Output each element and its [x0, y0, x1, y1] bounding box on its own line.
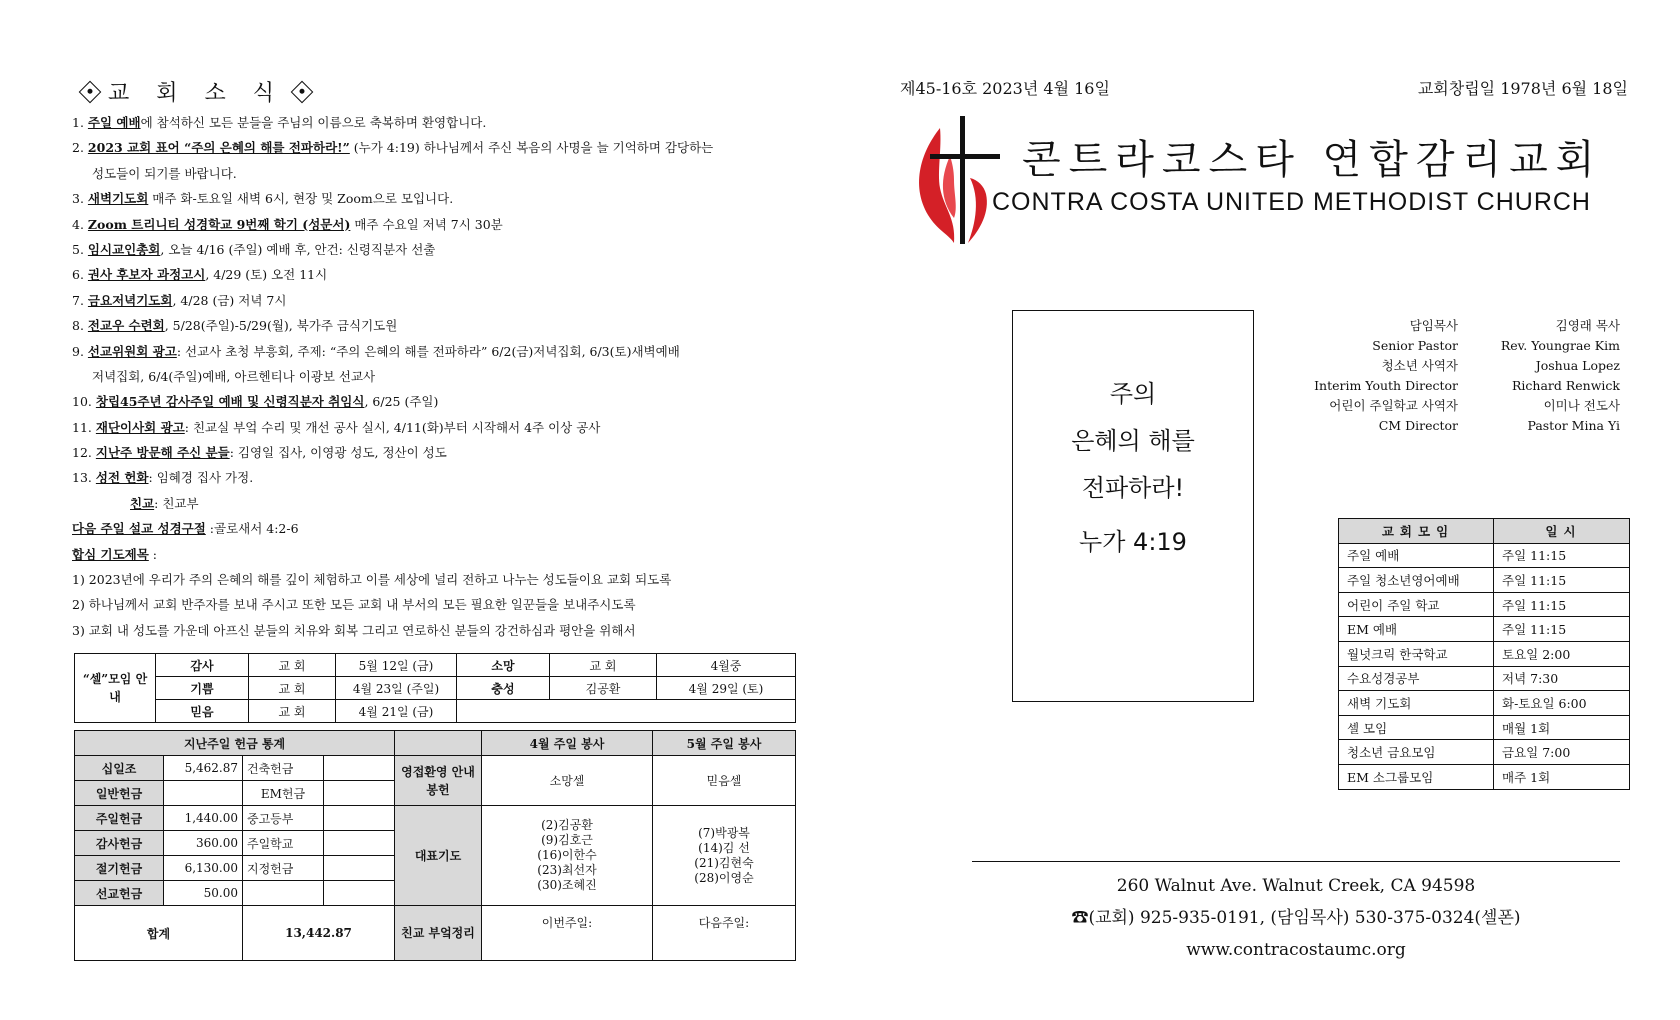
group-date: 5월 12일 (금)	[336, 654, 457, 677]
group-date: 4월중	[657, 654, 796, 677]
staff-name: 김영래 목사	[1555, 318, 1620, 333]
news-item-number: 6.	[72, 267, 84, 283]
next-scripture-text: :골로새서 4:2-6	[205, 521, 299, 537]
news-title-text: 교 회 소 식	[108, 81, 284, 106]
prayer-leader: (28)이영순	[694, 870, 754, 885]
news-item	[72, 313, 802, 338]
group-place: 교 회	[249, 677, 336, 700]
news-title	[72, 76, 320, 107]
offering-label: 일반헌금	[75, 781, 164, 806]
offering-amount2	[324, 806, 395, 831]
cell-group-table	[74, 653, 796, 723]
offering-label2: 중고등부	[243, 806, 324, 831]
group-place: 김공환	[550, 677, 657, 700]
group-date: 4월 23일 (주일)	[336, 677, 457, 700]
motto-verse: 누가 4:19	[1079, 528, 1187, 556]
cell-group-header: “셀”모임 안내	[75, 654, 156, 723]
offering-amount: 5,462.87	[164, 756, 243, 781]
offering-amount2	[324, 831, 395, 856]
meeting-name: 월넛크릭 한국학교	[1339, 641, 1494, 666]
staff-role: 담임목사	[1409, 318, 1458, 333]
staff-name: Rev. Youngrae Kim	[1500, 338, 1620, 353]
motto-line: 전파하라!	[1081, 474, 1185, 502]
staff-row	[1280, 396, 1620, 416]
meeting-time: 주일 11:15	[1494, 568, 1630, 593]
total-value: 13,442.87	[243, 906, 395, 961]
church-name-english: CONTRA COSTA UNITED METHODIST CHURCH	[992, 188, 1591, 216]
news-item-text: : 친교실 부엌 수리 및 개선 공사 실시, 4/11(화)부터 시작해서 4주 이상 공사	[184, 419, 601, 435]
staff-role: Interim Youth Director	[1314, 378, 1458, 393]
offering-label2: 주일학교	[243, 831, 324, 856]
diamond-bullet-icon	[79, 80, 102, 103]
news-item-keyword: 성전 헌화	[95, 470, 149, 486]
group-place: 교 회	[550, 654, 657, 677]
founded-date: 교회창립일 1978년 6월 18일	[1417, 79, 1628, 98]
phone: ☎(교회) 925-935-0191, (담임목사) 530-375-0324(셀폰)	[1071, 908, 1521, 928]
meeting-name: 청소년 금요모임	[1339, 740, 1494, 765]
offering-table	[74, 730, 796, 961]
meeting-name: 어린이 주일 학교	[1339, 592, 1494, 617]
next-scripture-label: 다음 주일 설교 성경구절	[72, 521, 206, 537]
news-item	[72, 465, 802, 490]
news-item	[72, 339, 802, 364]
meeting-time: 화-토요일 6:00	[1494, 691, 1630, 716]
offering-label2: 건축헌금	[243, 756, 324, 781]
meeting-row	[1339, 691, 1630, 716]
meeting-header-name: 교회모임	[1339, 519, 1494, 544]
meeting-row	[1339, 740, 1630, 765]
group-place: 교 회	[249, 654, 336, 677]
greeting-may: 믿음셀	[653, 756, 796, 806]
motto-line: 주의	[1109, 380, 1157, 408]
blank-header	[395, 731, 482, 756]
news-item-text: 저녁집회, 6/4(주일)예배, 아르헨티나 이광보 선교사	[92, 368, 376, 384]
offering-label2	[243, 881, 324, 906]
meeting-row	[1339, 617, 1630, 642]
staff-role: Senior Pastor	[1372, 338, 1458, 353]
meeting-row	[1339, 666, 1630, 691]
group-name: 감사	[156, 654, 249, 677]
greeting-label: 영접환영 안내봉헌	[395, 756, 482, 806]
meeting-time: 저녁 7:30	[1494, 666, 1630, 691]
website-link[interactable]: www.contracostaumc.org	[1186, 940, 1406, 960]
prayer-leader: (23)최선자	[537, 863, 597, 877]
offering-label: 감사헌금	[75, 831, 164, 856]
church-name-korean: 콘트라코스타 연합감리교회	[1022, 137, 1603, 183]
news-item	[72, 161, 802, 186]
news-item-text: 에 참석하신 모든 분들을 주님의 이름으로 축복하며 환영합니다.	[140, 115, 487, 130]
group-date: 4월 21일 (금)	[336, 700, 457, 723]
news-item	[72, 135, 802, 160]
offering-amount2	[324, 781, 395, 806]
prayer-leader: (16)이한수	[537, 848, 597, 862]
news-item-text: 매주 수요일 저녁 7시 30분	[350, 216, 503, 232]
news-item	[72, 262, 802, 287]
news-item-keyword: 2023 교회 표어 “주의 은혜의 해를 전파하라!”	[87, 140, 350, 156]
motto-line: 은혜의 해를	[1071, 427, 1195, 455]
meeting-time: 금요일 7:00	[1494, 740, 1630, 765]
offering-label: 주일헌금	[75, 806, 164, 831]
news-item-text: , 4/28 (금) 저녁 7시	[172, 292, 287, 308]
staff-name: Joshua Lopez	[1535, 358, 1620, 373]
news-item-number: 3.	[72, 191, 84, 207]
meeting-header-time: 일시	[1494, 519, 1630, 544]
prayer-leaders-april	[482, 806, 653, 906]
staff-row	[1280, 416, 1620, 436]
prayer-leader-label: 대표기도	[395, 806, 482, 906]
news-item	[72, 364, 802, 389]
meeting-row	[1339, 641, 1630, 666]
fellowship-text: : 친교부	[154, 495, 199, 511]
news-item	[72, 440, 802, 465]
footer-divider	[972, 861, 1620, 862]
offering-amount	[164, 781, 243, 806]
prayer-leaders-may	[653, 806, 796, 906]
meeting-name: 새벽 기도회	[1339, 691, 1494, 716]
news-item-number: 5.	[72, 241, 84, 257]
meeting-name: EM 소그룹모임	[1339, 764, 1494, 789]
news-item	[72, 288, 802, 313]
fellowship-line	[72, 491, 802, 516]
offering-label: 절기헌금	[75, 856, 164, 881]
offering-label: 십일조	[75, 756, 164, 781]
staff-role: CM Director	[1378, 418, 1458, 433]
news-item	[72, 389, 802, 414]
news-item-number: 7.	[72, 292, 84, 308]
fellowship-label: 친교	[130, 495, 155, 511]
news-item-keyword: 재단이사회 광고	[95, 419, 185, 435]
prayer-topics-colon: :	[148, 546, 157, 562]
staff-list	[1280, 316, 1620, 436]
staff-role: 어린이 주일학교 사역자	[1329, 398, 1458, 413]
prayer-topics-heading	[72, 542, 802, 567]
news-item-keyword: 새벽기도회	[87, 191, 149, 207]
news-item	[72, 415, 802, 440]
group-name: 소망	[457, 654, 550, 677]
diamond-bullet-icon	[291, 80, 314, 103]
group-name: 기쁨	[156, 677, 249, 700]
news-item-keyword: 금요저녁기도회	[87, 292, 173, 308]
meeting-name: 수요성경공부	[1339, 666, 1494, 691]
prayer-leader: (21)김현숙	[694, 855, 754, 870]
total-label: 합계	[75, 906, 243, 961]
prayer-leader: (30)조혜진	[537, 878, 597, 892]
news-item-text: (누가 4:19) 하나님께서 주신 복음의 사명을 늘 기억하며 감당하는	[349, 140, 714, 156]
prayer-leader: (14)김 선	[698, 840, 750, 855]
offering-amount: 50.00	[164, 881, 243, 906]
motto-lines	[1013, 371, 1253, 512]
news-item-text: : 임혜경 집사 가정.	[148, 470, 254, 486]
news-item-number: 4.	[72, 216, 84, 232]
prayer-leader: (2)김공환	[541, 818, 593, 832]
news-item-number: 13.	[72, 470, 92, 486]
offering-label2: 지정헌금	[243, 856, 324, 881]
meeting-time: 매주 1회	[1494, 764, 1630, 789]
staff-name: Pastor Mina Yi	[1527, 418, 1620, 433]
prayer-topics-label: 합심 기도제목	[72, 546, 149, 562]
group-place: 교 회	[249, 700, 336, 723]
meeting-time: 주일 11:15	[1494, 543, 1630, 568]
offering-amount: 1,440.00	[164, 806, 243, 831]
news-item-number: 11.	[72, 419, 92, 435]
offering-amount2	[324, 856, 395, 881]
meeting-name: 셀 모임	[1339, 715, 1494, 740]
contact-info	[972, 870, 1620, 966]
news-item-text: , 5/28(주일)-5/29(월), 북가주 금식기도원	[164, 318, 398, 334]
offering-amount: 6,130.00	[164, 856, 243, 881]
group-name: 충성	[457, 677, 550, 700]
meeting-time: 주일 11:15	[1494, 617, 1630, 642]
next-scripture-line	[72, 516, 802, 541]
april-service-header: 4월 주일 봉사	[482, 731, 653, 756]
cleanup-next-week: 다음주일:	[653, 906, 796, 961]
meeting-time: 토요일 2:00	[1494, 641, 1630, 666]
news-item-text: : 선교사 초청 부흥회, 주제: “주의 은혜의 해를 전파하라” 6/2(금)저녁집회, 6/3(토)새벽예배	[176, 343, 680, 359]
prayer-leader: (7)박광복	[698, 825, 750, 840]
offering-title: 지난주일 헌금 통계	[75, 731, 395, 756]
news-item-number: 2.	[72, 140, 84, 156]
meeting-name: 주일 청소년영어예배	[1339, 568, 1494, 593]
group-empty-cell	[457, 700, 796, 723]
news-item-number: 12.	[72, 445, 92, 461]
meeting-name: EM 예배	[1339, 617, 1494, 642]
news-item-number: 1.	[72, 115, 84, 130]
news-item-keyword: 권사 후보자 과정고시	[87, 267, 206, 283]
cleanup-this-week: 이번주일:	[482, 906, 653, 961]
meeting-schedule-table	[1338, 518, 1630, 790]
staff-name: 이미나 전도사	[1543, 398, 1620, 413]
prayer-topic: 3) 교회 내 성도를 가운데 아프신 분들의 치유와 회복 그리고 연로하신 분들의 강건하심과 평안을 위해서	[72, 622, 636, 638]
address: 260 Walnut Ave. Walnut Creek, CA 94598	[1116, 876, 1476, 896]
news-item-keyword: 주일 예배	[87, 115, 141, 130]
meeting-row	[1339, 592, 1630, 617]
news-item-keyword: 선교위원회 광고	[87, 343, 177, 359]
news-item-number: 9.	[72, 343, 84, 359]
staff-row	[1280, 376, 1620, 396]
news-item-text: , 6/25 (주일)	[364, 394, 439, 410]
meeting-row	[1339, 568, 1630, 593]
news-item	[72, 186, 802, 211]
offering-amount2	[324, 756, 395, 781]
staff-name: Richard Renwick	[1512, 378, 1620, 393]
offering-amount: 360.00	[164, 831, 243, 856]
staff-role: 청소년 사역자	[1381, 358, 1458, 373]
news-item-text: 성도들이 되기를 바랍니다.	[92, 165, 237, 181]
meeting-row	[1339, 764, 1630, 789]
offering-label: 선교헌금	[75, 881, 164, 906]
staff-row	[1280, 336, 1620, 356]
offering-amount2	[324, 881, 395, 906]
greeting-april: 소망셀	[482, 756, 653, 806]
prayer-leader: (9)김호근	[541, 833, 593, 847]
news-item	[72, 110, 802, 135]
news-item-keyword: Zoom 트리니티 성경학교 9번째 학기 (성문서)	[87, 216, 351, 232]
meeting-time: 매월 1회	[1494, 715, 1630, 740]
offering-label2: EM헌금	[243, 781, 324, 806]
news-item	[72, 212, 802, 237]
news-item-keyword: 임시교인총회	[87, 241, 161, 257]
meeting-time: 주일 11:15	[1494, 592, 1630, 617]
news-item-text: 매주 화-토요일 새벽 6시, 현장 및 Zoom으로 모입니다.	[148, 191, 454, 207]
news-item-text: , 4/29 (토) 오전 11시	[205, 267, 328, 283]
group-name: 믿음	[156, 700, 249, 723]
staff-row	[1280, 316, 1620, 336]
prayer-topic: 1) 2023년에 우리가 주의 은혜의 해를 깊이 체험하고 이를 세상에 널리 전하고 나누는 성도들이요 교회 되도록	[72, 572, 672, 588]
news-item-text: , 오늘 4/16 (주일) 예배 후, 안건: 신령직분자 선출	[160, 241, 436, 257]
group-date: 4월 29일 (토)	[657, 677, 796, 700]
prayer-topic: 2) 하나님께서 교회 반주자를 보내 주시고 또한 모든 교회 내 부서의 모든 필요한 일꾼들을 보내주시도록	[72, 597, 636, 613]
news-list	[72, 110, 802, 643]
news-item-number: 10.	[72, 394, 92, 410]
staff-row	[1280, 356, 1620, 376]
meeting-row	[1339, 715, 1630, 740]
news-item-number: 8.	[72, 318, 84, 334]
meeting-row	[1339, 543, 1630, 568]
cross-and-flame-logo	[910, 108, 1002, 248]
issue-info: 제45-16호 2023년 4월 16일	[900, 79, 1110, 98]
motto-box	[1012, 310, 1254, 702]
news-item-keyword: 전교우 수련회	[87, 318, 165, 334]
may-service-header: 5월 주일 봉사	[653, 731, 796, 756]
news-item	[72, 237, 802, 262]
news-item-keyword: 창립45주년 감사주일 예배 및 신령직분자 취임식	[95, 394, 365, 410]
meeting-name: 주일 예배	[1339, 543, 1494, 568]
news-item-keyword: 지난주 방문해 주신 분들	[95, 445, 230, 461]
cleanup-label: 친교 부엌정리	[395, 906, 482, 961]
news-item-text: : 김영일 집사, 이영광 성도, 정산이 성도	[229, 445, 447, 461]
